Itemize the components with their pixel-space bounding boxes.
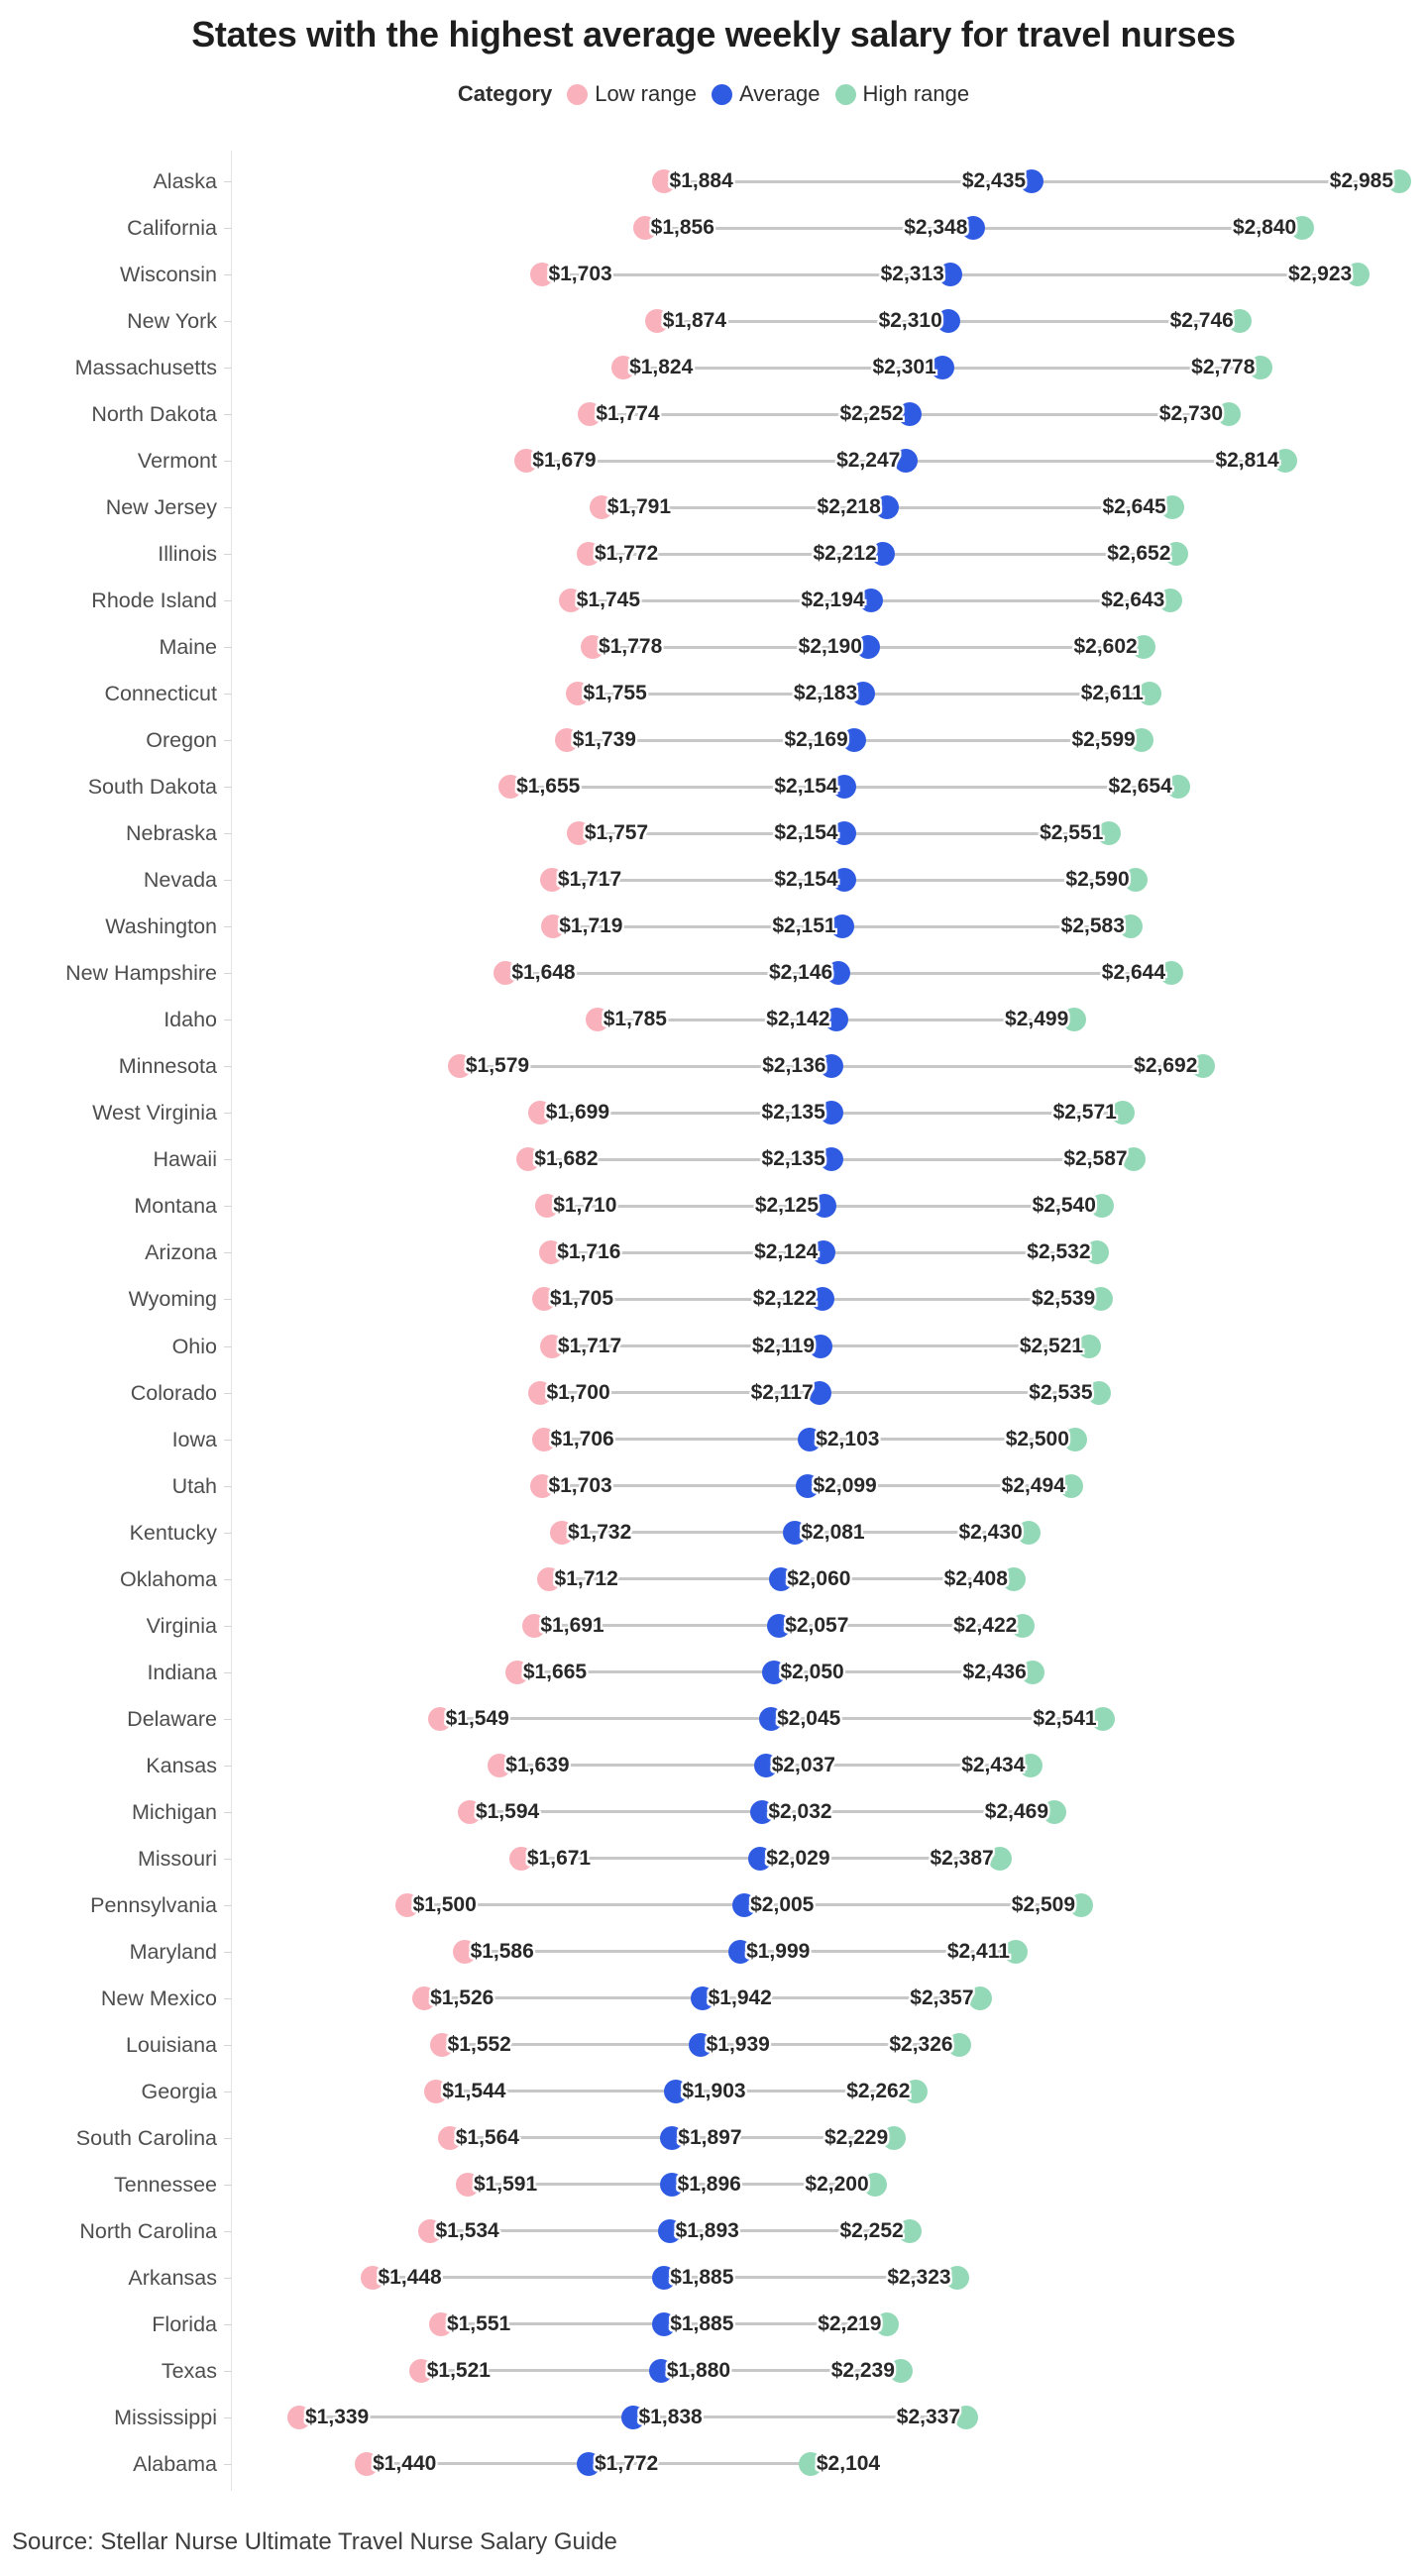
axis-tick-icon [224, 1159, 232, 1160]
low-value-label: $1,564 [455, 2125, 519, 2149]
high-value-label: $2,540 [1032, 1194, 1096, 1218]
high-value-label: $2,326 [889, 2032, 953, 2056]
state-label: Tennessee [114, 2172, 217, 2197]
state-label: South Dakota [87, 775, 217, 800]
state-label: Montana [134, 1194, 217, 1219]
state-label: Vermont [137, 449, 217, 474]
high-value-label: $2,611 [1080, 682, 1144, 705]
low-value-label: $1,682 [534, 1147, 599, 1171]
axis-tick-icon [224, 1533, 232, 1534]
low-value-label: $1,639 [505, 1753, 570, 1776]
high-value-label: $2,239 [830, 2358, 895, 2382]
axis-tick-icon [224, 1346, 232, 1347]
state-label: Louisiana [125, 2032, 217, 2057]
state-label: North Carolina [79, 2218, 217, 2243]
state-label: Florida [152, 2311, 217, 2336]
axis-tick-icon [224, 228, 232, 229]
high-value-label: $2,814 [1215, 449, 1279, 473]
average-value-label: $2,212 [813, 542, 877, 566]
average-value-label: $2,348 [904, 216, 968, 240]
low-value-label: $1,551 [446, 2311, 511, 2335]
axis-tick-icon [224, 926, 232, 927]
high-value-label: $2,408 [943, 1566, 1008, 1590]
low-value-label: $1,699 [545, 1101, 609, 1125]
average-value-label: $1,893 [675, 2218, 739, 2242]
state-label: Pennsylvania [90, 1892, 217, 1917]
legend-title: Category [457, 81, 553, 106]
state-label: Mississippi [114, 2405, 217, 2429]
average-value-label: $1,772 [594, 2451, 659, 2475]
high-value-label: $2,229 [823, 2125, 889, 2149]
state-label: Minnesota [118, 1054, 217, 1079]
state-label: Ohio [171, 1334, 217, 1358]
state-label: Iowa [171, 1427, 217, 1451]
high-value-label: $2,551 [1040, 821, 1104, 845]
axis-tick-icon [224, 1393, 232, 1394]
average-value-label: $2,154 [774, 868, 838, 892]
high-value-label: $2,500 [1005, 1427, 1069, 1450]
low-value-label: $1,739 [572, 728, 636, 752]
high-value-label: $2,532 [1027, 1240, 1091, 1264]
high-value-label: $2,652 [1107, 542, 1171, 566]
high-value-label: $2,535 [1029, 1380, 1093, 1404]
state-label: Delaware [127, 1706, 217, 1731]
low-value-label: $1,448 [378, 2265, 442, 2289]
low-value-label: $1,703 [548, 1473, 612, 1497]
state-label: Arizona [145, 1240, 217, 1265]
high-value-label: $2,539 [1032, 1287, 1096, 1311]
average-value-label: $2,435 [961, 169, 1027, 192]
state-label: New Hampshire [65, 961, 217, 986]
average-value-label: $2,146 [768, 961, 833, 985]
axis-tick-icon [224, 1440, 232, 1441]
axis-tick-icon [224, 740, 232, 741]
state-label: Kentucky [129, 1520, 217, 1545]
high-value-label: $2,730 [1158, 402, 1224, 426]
axis-tick-icon [224, 833, 232, 834]
low-value-label: $1,665 [522, 1660, 588, 1683]
high-value-label: $2,746 [1169, 309, 1234, 333]
high-value-label: $2,436 [962, 1660, 1027, 1683]
state-label: Oklahoma [120, 1566, 217, 1591]
legend-item-label: Low range [595, 81, 697, 106]
high-value-label: $2,337 [896, 2405, 960, 2428]
state-label: Illinois [158, 542, 217, 567]
low-value-label: $1,703 [548, 263, 612, 286]
low-value-label: $1,648 [511, 961, 576, 985]
state-label: Alabama [133, 2451, 217, 2476]
axis-tick-icon [224, 2185, 232, 2186]
average-value-label: $2,154 [774, 821, 838, 845]
state-label: Arkansas [128, 2265, 217, 2290]
low-value-label: $1,719 [559, 914, 623, 938]
axis-tick-icon [224, 1626, 232, 1627]
low-value-label: $1,706 [550, 1427, 614, 1450]
low-value-label: $1,705 [549, 1287, 614, 1311]
average-value-label: $2,135 [761, 1101, 825, 1125]
low-value-label: $1,712 [554, 1566, 618, 1590]
low-value-label: $1,691 [540, 1613, 604, 1637]
axis-tick-icon [224, 1998, 232, 1999]
state-label: West Virginia [92, 1101, 217, 1126]
state-label: Connecticut [104, 682, 217, 706]
axis-tick-icon [224, 321, 232, 322]
axis-tick-icon [224, 1486, 232, 1487]
axis-tick-icon [224, 2417, 232, 2418]
low-value-label: $1,549 [445, 1706, 509, 1730]
axis-tick-icon [224, 414, 232, 415]
average-value-label: $2,057 [785, 1613, 849, 1637]
high-value-label: $2,778 [1191, 356, 1256, 379]
average-value-label: $2,190 [798, 635, 862, 659]
low-value-label: $1,772 [594, 542, 659, 566]
low-value-label: $1,732 [568, 1520, 632, 1544]
low-value-label: $1,778 [599, 635, 663, 659]
high-value-label: $2,252 [839, 2218, 904, 2242]
state-label: New York [127, 309, 217, 334]
state-label: Colorado [130, 1380, 217, 1405]
state-label: Indiana [147, 1660, 217, 1684]
axis-tick-icon [224, 368, 232, 369]
state-label: Idaho [164, 1008, 217, 1032]
high-value-label: $2,602 [1073, 635, 1138, 659]
high-value-label: $2,219 [818, 2311, 882, 2335]
average-value-label: $2,310 [878, 309, 942, 333]
low-value-label: $1,534 [435, 2218, 499, 2242]
low-value-label: $1,710 [553, 1194, 617, 1218]
low-value-label: $1,824 [629, 356, 694, 379]
axis-tick-icon [224, 1952, 232, 1953]
high-value-label: $2,644 [1101, 961, 1166, 985]
axis-tick-icon [224, 2324, 232, 2325]
high-value-label: $2,583 [1060, 914, 1125, 938]
state-label: Missouri [137, 1846, 217, 1871]
low-value-label: $1,717 [557, 1334, 622, 1357]
chart-title: States with the highest average weekly salary for travel nurses [191, 14, 1236, 54]
low-value-label: $1,579 [465, 1054, 530, 1078]
average-value-label: $2,117 [750, 1380, 814, 1404]
axis-tick-icon [224, 1579, 232, 1580]
axis-tick-icon [224, 2464, 232, 2465]
axis-tick-icon [224, 274, 232, 275]
average-value-label: $1,999 [746, 1939, 811, 1963]
high-value-label: $2,104 [816, 2451, 881, 2475]
high-value-label: $2,323 [887, 2265, 951, 2289]
average-value-label: $2,037 [771, 1753, 835, 1776]
high-value-label: $2,499 [1005, 1008, 1069, 1031]
average-value-label: $2,218 [817, 495, 881, 519]
low-value-label: $1,526 [430, 1986, 494, 2009]
high-value-label: $2,509 [1011, 1892, 1075, 1916]
average-value-label: $2,103 [816, 1427, 880, 1450]
high-value-label: $2,923 [1287, 263, 1353, 286]
legend-item-label: High range [862, 81, 970, 106]
state-label: New Jersey [105, 495, 217, 520]
axis-tick-icon [224, 1672, 232, 1673]
state-label: Georgia [141, 2079, 217, 2103]
low-value-label: $1,679 [532, 449, 597, 473]
average-value-label: $2,142 [766, 1008, 830, 1031]
axis-tick-icon [224, 1299, 232, 1300]
axis-tick-icon [224, 461, 232, 462]
state-label: Alaska [153, 169, 217, 193]
low-value-label: $1,856 [650, 216, 714, 240]
low-value-label: $1,594 [475, 1799, 540, 1823]
low-value-label: $1,500 [412, 1892, 477, 1916]
average-value-label: $2,081 [801, 1520, 865, 1544]
low-value-label: $1,521 [426, 2358, 491, 2382]
axis-tick-icon [224, 2278, 232, 2279]
state-label: New Mexico [100, 1986, 217, 2010]
high-value-label: $2,587 [1063, 1147, 1128, 1171]
axis-tick-icon [224, 507, 232, 508]
high-value-label: $2,692 [1134, 1054, 1198, 1078]
source-note: Source: Stellar Nurse Ultimate Travel Nurse Salary Guide [12, 2528, 617, 2555]
average-value-label: $1,896 [677, 2172, 741, 2196]
low-value-label: $1,440 [373, 2451, 437, 2475]
average-value-label: $2,125 [754, 1194, 820, 1218]
average-value-label: $2,301 [872, 356, 936, 379]
high-value-label: $2,469 [984, 1799, 1049, 1823]
average-value-label: $2,099 [813, 1473, 877, 1497]
axis-tick-icon [224, 2138, 232, 2139]
average-value-label: $1,897 [678, 2125, 742, 2149]
state-label: Maryland [129, 1939, 217, 1964]
high-value-label: $2,571 [1052, 1101, 1117, 1125]
state-label: Hawaii [153, 1147, 217, 1172]
state-label: North Dakota [91, 402, 217, 427]
state-label: Nebraska [125, 821, 217, 846]
high-value-label: $2,422 [953, 1613, 1018, 1637]
average-value-label: $2,045 [777, 1706, 841, 1730]
high-value-label: $2,494 [1001, 1473, 1065, 1497]
low-value-label: $1,716 [557, 1240, 621, 1264]
state-label: Oregon [146, 728, 217, 753]
axis-tick-icon [224, 694, 232, 695]
low-value-label: $1,591 [473, 2172, 538, 2196]
axis-tick-icon [224, 973, 232, 974]
state-label: California [127, 216, 217, 241]
axis-tick-icon [224, 1905, 232, 1906]
low-value-label: $1,655 [516, 775, 581, 799]
axis-tick-icon [224, 2045, 232, 2046]
high-value-label: $2,599 [1071, 728, 1136, 752]
average-value-label: $1,838 [638, 2405, 703, 2428]
average-value-label: $2,029 [766, 1846, 830, 1870]
average-value-label: $1,903 [682, 2079, 746, 2102]
low-value-label: $1,874 [662, 309, 727, 333]
low-value-label: $1,785 [603, 1008, 667, 1031]
average-value-label: $2,313 [880, 263, 944, 286]
average-value-label: $1,885 [670, 2265, 734, 2289]
low-value-label: $1,717 [557, 868, 622, 892]
low-value-label: $1,884 [669, 169, 733, 192]
state-label: Utah [171, 1473, 217, 1498]
state-label: Massachusetts [74, 356, 217, 380]
axis-tick-icon [224, 1719, 232, 1720]
average-value-label: $2,122 [752, 1287, 818, 1311]
low-value-label: $1,791 [606, 495, 672, 519]
high-value-label: $2,262 [846, 2079, 911, 2102]
average-value-label: $2,151 [772, 914, 836, 938]
high-value-label: $2,840 [1232, 216, 1297, 240]
axis-tick-icon [224, 1206, 232, 1207]
high-value-label: $2,521 [1019, 1334, 1084, 1357]
axis-tick-icon [224, 600, 232, 601]
average-value-label: $2,183 [793, 682, 858, 705]
state-label: Maine [159, 635, 217, 660]
average-value-label: $1,939 [706, 2032, 770, 2056]
axis-tick-icon [224, 2231, 232, 2232]
average-value-label: $2,136 [762, 1054, 826, 1078]
axis-tick-icon [224, 880, 232, 881]
state-label: Michigan [131, 1799, 217, 1824]
state-label: Wyoming [128, 1287, 217, 1312]
y-axis-line [231, 151, 232, 2491]
low-value-label: $1,552 [447, 2032, 511, 2056]
axis-tick-icon [224, 1113, 232, 1114]
high-value-label: $2,643 [1101, 589, 1165, 612]
axis-tick-icon [224, 2371, 232, 2372]
average-value-label: $2,169 [784, 728, 848, 752]
high-value-label: $2,411 [946, 1939, 1010, 1963]
axis-tick-icon [224, 181, 232, 182]
state-label: Texas [161, 2358, 217, 2383]
axis-tick-icon [224, 1859, 232, 1860]
average-value-label: $2,119 [751, 1334, 815, 1357]
high-value-label: $2,434 [961, 1753, 1026, 1776]
high-value-label: $2,590 [1065, 868, 1130, 892]
low-value-label: $1,339 [305, 2405, 370, 2428]
average-value-label: $1,880 [666, 2358, 731, 2382]
axis-tick-icon [224, 2092, 232, 2093]
average-value-label: $2,124 [754, 1240, 819, 1264]
low-value-label: $1,671 [526, 1846, 592, 1870]
low-value-label: $1,745 [576, 589, 641, 612]
average-value-label: $2,005 [750, 1892, 815, 1916]
low-value-label: $1,700 [546, 1380, 610, 1404]
high-value-label: $2,387 [930, 1846, 994, 1870]
high-value-label: $2,541 [1033, 1706, 1097, 1730]
low-value-label: $1,544 [442, 2079, 506, 2102]
legend-item-label: Average [738, 81, 821, 106]
axis-tick-icon [224, 787, 232, 788]
average-value-label: $2,154 [774, 775, 838, 799]
low-value-label: $1,586 [470, 1939, 534, 1963]
average-value-label: $1,885 [670, 2311, 734, 2335]
average-value-label: $2,060 [787, 1566, 851, 1590]
axis-tick-icon [224, 1066, 232, 1067]
high-value-label: $2,654 [1108, 775, 1172, 799]
high-value-label: $2,645 [1102, 495, 1166, 519]
average-value-label: $2,252 [839, 402, 904, 426]
axis-tick-icon [224, 1766, 232, 1767]
average-value-label: $1,942 [708, 1986, 772, 2009]
axis-tick-icon [224, 1252, 232, 1253]
low-value-label: $1,755 [583, 682, 647, 705]
state-label: Virginia [146, 1613, 217, 1638]
high-value-label: $2,430 [958, 1520, 1023, 1544]
average-value-label: $2,247 [836, 449, 901, 473]
low-value-label: $1,757 [584, 821, 649, 845]
state-label: Wisconsin [120, 263, 217, 287]
state-label: South Carolina [75, 2125, 217, 2150]
state-label: Nevada [143, 868, 217, 893]
high-value-label: $2,985 [1329, 169, 1393, 192]
average-value-label: $2,135 [761, 1147, 825, 1171]
low-value-label: $1,774 [596, 402, 660, 426]
state-label: Rhode Island [91, 589, 217, 613]
state-label: Kansas [146, 1753, 217, 1777]
average-value-label: $2,194 [801, 589, 865, 612]
average-value-label: $2,032 [768, 1799, 832, 1823]
axis-tick-icon [224, 1812, 232, 1813]
axis-tick-icon [224, 554, 232, 555]
average-value-label: $2,050 [780, 1660, 844, 1683]
state-label: Washington [105, 914, 217, 939]
high-value-label: $2,200 [805, 2172, 869, 2196]
axis-tick-icon [224, 647, 232, 648]
high-value-label: $2,357 [910, 1986, 974, 2009]
